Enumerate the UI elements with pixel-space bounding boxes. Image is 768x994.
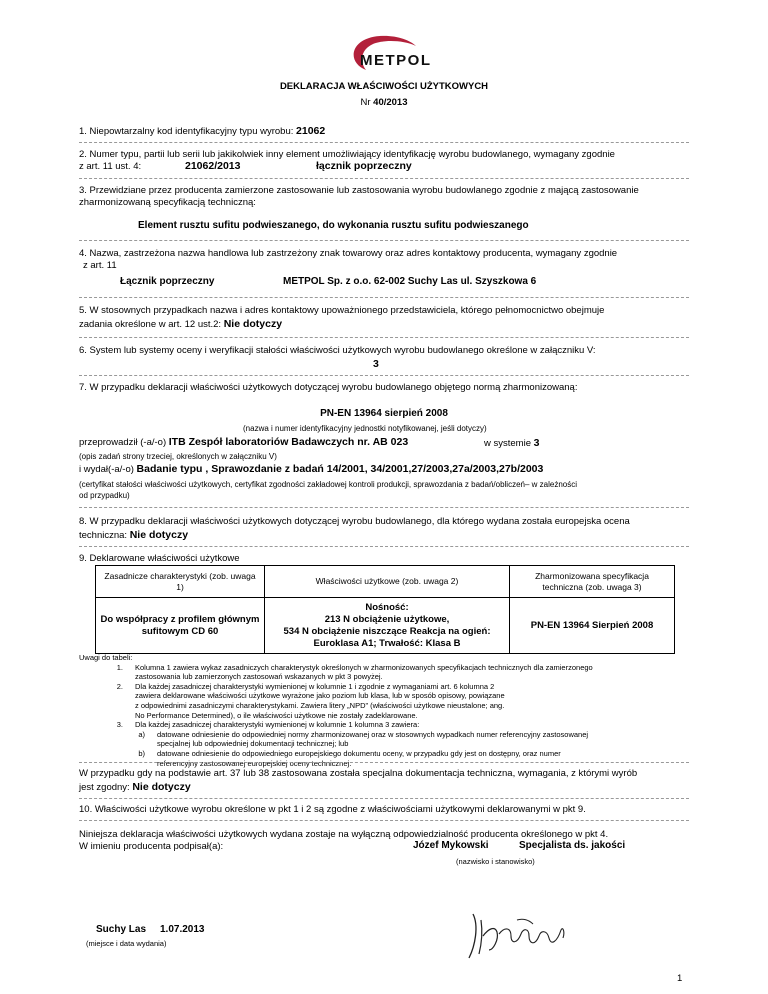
- s8-line2-wrap: [79, 529, 188, 542]
- metpol-logo: [336, 32, 456, 76]
- note-item: [79, 663, 689, 673]
- cell-characteristic: Do współpracy z profilem głównym sufitowym CD 60: [96, 598, 265, 654]
- logo-text: METPOL: [360, 52, 432, 69]
- divider: [79, 142, 689, 143]
- table-row: [96, 598, 675, 654]
- s4-address: METPOL Sp. z o.o. 62-002 Suchy Las ul. Szyszkowa 6: [283, 276, 537, 287]
- note-item: [79, 682, 689, 692]
- cell-specification: PN-EN 13964 Sierpień 2008: [510, 598, 675, 654]
- nr-value: 40/2013: [373, 97, 408, 108]
- s3-value: Element rusztu sufitu podwieszanego, do wykonania rusztu sufitu podwieszanego: [138, 220, 529, 231]
- s4-name: Łącznik poprzeczny: [120, 276, 215, 287]
- note-text: Kolumna 1 zawiera wykaz zasadniczych charakterystyk określonych w zharmonizowanych specyfikacjach technicznych dla zamierzonego: [135, 662, 593, 672]
- divider: [79, 337, 689, 338]
- signature: [459, 906, 579, 962]
- note-item: [79, 739, 689, 749]
- art-value: Nie dotyczy: [132, 781, 191, 793]
- note-text: specjalnej lub odpowiedniej dokumentacji technicznej; lub: [157, 739, 349, 749]
- note-item: [79, 711, 689, 721]
- performed-label: przeprowadził (-a/-o): [79, 437, 167, 448]
- issue-date: 1.07.2013: [160, 924, 205, 935]
- s2-line2: z art. 11 ust. 4:: [79, 161, 142, 172]
- divider: [79, 507, 689, 508]
- s5-line2-wrap: [79, 318, 282, 331]
- s1-label: 1. Niepowtarzalny kod identyfikacyjny typu wyrobu:: [79, 126, 294, 137]
- nr-label: Nr: [360, 97, 371, 108]
- page-title: DEKLARACJA WŁAŚCIWOŚCI UŻYTKOWYCH: [279, 81, 489, 92]
- note-number: 2.: [116, 681, 123, 691]
- note-text: datowane odniesienie do odpowiedniej normy zharmonizowanej oraz w stosownych wypadkach numer referencyjny zastosowanej: [157, 729, 589, 739]
- divider: [79, 762, 689, 763]
- s7-line1: 7. W przypadku deklaracji właściwości użytkowych dotyczącej wyrobu budowlanego objętego normą zharmonizowaną:: [79, 382, 578, 393]
- perf-line: Nośność:: [365, 601, 409, 613]
- s5-line2: zadania określone w art. 12 ust.2:: [79, 319, 222, 330]
- s7-note1: (nazwa i numer identyfikacyjny jednostki notyfikowanej, jeśli dotyczy): [243, 424, 487, 433]
- signer-name: Józef Mykowski: [413, 840, 489, 851]
- divider: [79, 297, 689, 298]
- art-line1: W przypadku gdy na podstawie art. 37 lub 38 zastosowana została specjalna dokumentacja techniczna, wymagania, z którymi wyrób: [79, 768, 638, 779]
- note-number: 1.: [116, 662, 123, 672]
- s5-value: Nie dotyczy: [223, 318, 283, 330]
- s7-performed: [79, 436, 408, 449]
- note-text: Dla każdej zasadniczej charakterystyki wymienionej w kolumnie 1 i zgodnie z wymaganiami art. 6 kolumna 2: [135, 681, 495, 691]
- s7-note3b: od przypadku): [79, 491, 130, 500]
- note-item: [79, 672, 689, 682]
- issue-note: (miejsce i data wydania): [86, 939, 167, 948]
- note-number: 3.: [116, 720, 123, 730]
- divider: [79, 240, 689, 241]
- art-line2: jest zgodny:: [79, 782, 130, 793]
- closing-line1: Niniejsza deklaracja właściwości użytkowych wydana zostaje na wyłączną odpowiedzialność producenta określonego w pkt 4.: [79, 829, 609, 840]
- note-text: referencyjny zastosowanej europejskiej oceny technicznej.: [157, 758, 352, 768]
- performed-value: ITB Zespół laboratoriów Badawczych nr. AB 023: [168, 436, 409, 448]
- header-cell: Właściwości użytkowe (zob. uwaga 2): [265, 566, 510, 598]
- s6-value: 3: [373, 358, 379, 370]
- note-letter: b): [138, 748, 145, 758]
- signer-position: Specjalista ds. jakości: [519, 840, 626, 851]
- table-header-row: [96, 566, 675, 598]
- issued-value: Badanie typu , Sprawozdanie z badań 14/2001, 34/2001,27/2003,27a/2003,27b/2003: [136, 463, 544, 475]
- note-text: Dla każdej zasadniczej charakterystyki wymienionej w kolumnie 1 kolumna 3 zawiera:: [135, 720, 420, 730]
- note-text: datowane odniesienie do odpowiedniego europejskiego dokumentu oceny, w przypadku gdy jest on dostępny, oraz numer: [157, 748, 561, 758]
- s8-line1: 8. W przypadku deklaracji właściwości użytkowych dotyczącej wyrobu budowlanego, dla którego wydana została europejska ocena: [79, 516, 630, 527]
- art-line2-wrap: [79, 781, 191, 794]
- divider: [79, 820, 689, 821]
- s9-title: 9. Deklarowane właściwości użytkowe: [79, 553, 240, 564]
- system-label: w systemie: [484, 438, 531, 449]
- notes-title: Uwagi do tabeli:: [79, 653, 133, 662]
- note-item: [79, 701, 689, 711]
- note-letter: a): [138, 729, 145, 739]
- s7-system: [484, 437, 539, 450]
- s2-line1: 2. Numer typu, partii lub serii lub jakikolwiek inny element umożliwiający identyfikację wyrobu budowlanego, wymagany zgodnie: [79, 149, 615, 160]
- perf-line: 213 N obciążenie użytkowe,: [324, 613, 450, 625]
- s8-line2: techniczna:: [79, 530, 128, 541]
- page-number: 1: [677, 973, 683, 984]
- table-notes: [79, 653, 689, 768]
- s7-norm: PN-EN 13964 sierpień 2008: [320, 408, 448, 419]
- note-text: zastosowania lub zamierzonych zastosowań wskazanych w pkt 3 powyżej.: [135, 672, 383, 682]
- s6-line1: 6. System lub systemy oceny i weryfikacji stałości właściwości użytkowych wyrobu budowlanego określone w załączniku V:: [79, 345, 596, 356]
- signer-note: (nazwisko i stanowisko): [456, 857, 535, 866]
- note-item: [79, 730, 689, 740]
- system-value: 3: [533, 437, 540, 449]
- s7-note2: (opis zadań strony trzeciej, określonych w załączniku V): [79, 452, 277, 461]
- s4-line1: 4. Nazwa, zastrzeżona nazwa handlowa lub zastrzeżony znak towarowy oraz adres kontaktowy producenta, wymagany zgodnie: [79, 248, 618, 259]
- header-cell: Zasadnicze charakterystyki (zob. uwaga 1): [96, 566, 265, 598]
- divider: [79, 178, 689, 179]
- s2-name: łącznik poprzeczny: [316, 160, 412, 172]
- s7-note3a: (certyfikat stałości właściwości użytkowych, certyfikat zgodności zakładowej kontroli produkcji, sprawozdania z badań/obliczeń– w zależności: [79, 480, 577, 489]
- cell-performance: [265, 598, 510, 654]
- s3-line2: zharmonizowaną specyfikacją techniczną:: [79, 197, 256, 208]
- s10-line1: 10. Właściwości użytkowe wyrobu określone w pkt 1 i 2 są zgodne z właściwościami użytkowymi deklarowanymi w pkt 9.: [79, 804, 586, 815]
- note-item: [79, 759, 689, 769]
- note-text: z odpowiednimi zasadniczymi charakterystykami. Zawiera litery „NPD” (właściwości użytkowe nieustalone; ang.: [135, 700, 505, 710]
- note-text: zawiera deklarowane właściwości użytkowe wyrażone jako poziom lub klasa, lub w sposób opisowy, powiązane: [135, 691, 505, 701]
- issue-place: Suchy Las: [96, 924, 147, 935]
- s3-line1: 3. Przewidziane przez producenta zamierzone zastosowanie lub zastosowania wyrobu budowlanego zgodnie z mającą zastosowanie: [79, 185, 639, 196]
- divider: [79, 546, 689, 547]
- perf-line: Euroklasa A1; Trwałość: Klasa B: [313, 637, 461, 649]
- s4-line2: z art. 11: [83, 260, 117, 271]
- closing-line2: W imieniu producenta podpisał(a):: [79, 841, 224, 852]
- issued-label: i wydał(-a/-o): [79, 464, 134, 475]
- s7-issued: [79, 463, 543, 476]
- perf-line: 534 N obciążenie niszczące Reakcja na ogień:: [283, 625, 491, 637]
- note-item: [79, 720, 689, 730]
- note-text: No Performance Determined), o ile właściwości użytkowe nie zostały zadeklarowane.: [135, 710, 418, 720]
- s1-value: 21062: [296, 125, 326, 137]
- note-item: [79, 691, 689, 701]
- signature-scribble-icon: [459, 906, 579, 962]
- s5-line1: 5. W stosownych przypadkach nazwa i adres kontaktowy upoważnionego przedstawiciela, którego pełnomocnictwo obejmuje: [79, 305, 605, 316]
- section-1: [79, 125, 325, 138]
- note-item: [79, 749, 689, 759]
- s2-code: 21062/2013: [185, 160, 241, 172]
- header-cell: Zharmonizowana specyfikacja techniczna (zob. uwaga 3): [510, 566, 675, 598]
- declaration-number: [0, 97, 768, 109]
- properties-table: [95, 565, 675, 654]
- s8-value: Nie dotyczy: [129, 529, 189, 541]
- divider: [79, 375, 689, 376]
- divider: [79, 798, 689, 799]
